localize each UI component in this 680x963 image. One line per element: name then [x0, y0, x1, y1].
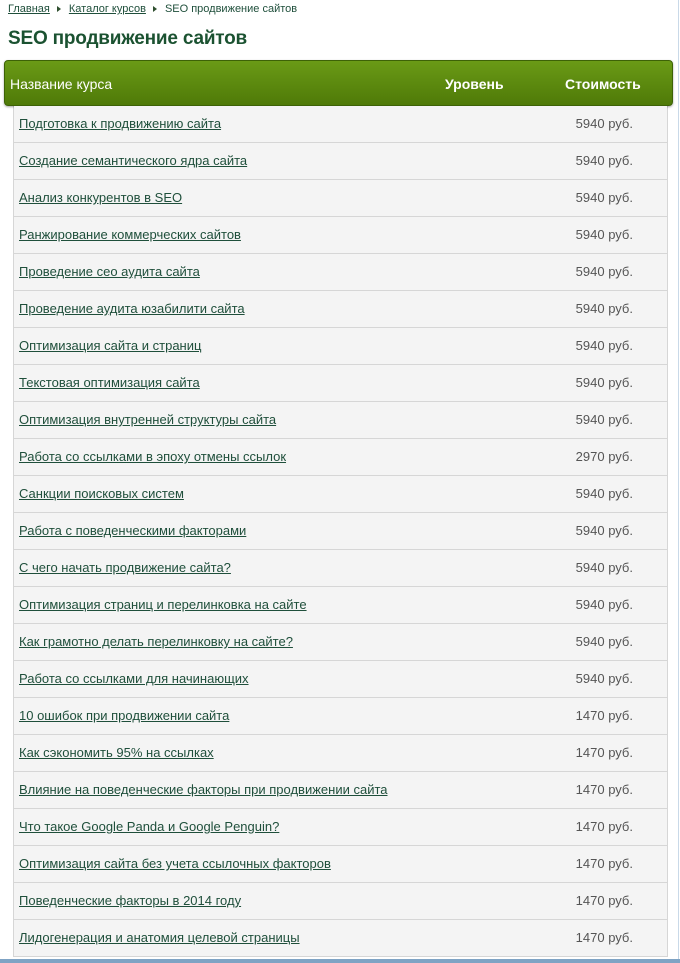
course-price: 1470 руб. — [575, 819, 633, 834]
course-link[interactable]: Проведение сео аудита сайта — [19, 264, 200, 279]
course-price: 5940 руб. — [575, 301, 633, 316]
table-row — [14, 550, 667, 587]
course-link[interactable]: Поведенческие факторы в 2014 году — [19, 893, 242, 908]
course-link[interactable]: Проведение аудита юзабилити сайта — [19, 301, 245, 316]
table-row — [14, 476, 667, 513]
table-row — [14, 217, 667, 254]
course-link[interactable]: Влияние на поведенческие факторы при продвижении сайта — [19, 782, 388, 797]
course-link[interactable]: Подготовка к продвижению сайта — [19, 116, 222, 131]
table-row — [14, 846, 667, 883]
course-price: 5940 руб. — [575, 560, 633, 575]
course-link[interactable]: Как сэкономить 95% на ссылках — [19, 745, 214, 760]
table-row — [14, 698, 667, 735]
table-row — [14, 106, 667, 143]
table-row — [14, 402, 667, 439]
course-link[interactable]: Работа с поведенческими факторами — [19, 523, 247, 538]
course-price: 1470 руб. — [575, 745, 633, 760]
breadcrumb-link-home[interactable]: Главная — [8, 3, 50, 15]
chevron-right-icon — [57, 6, 61, 12]
table-row — [14, 254, 667, 291]
column-header-price: Стоимость — [565, 76, 641, 92]
table-row — [14, 624, 667, 661]
course-price: 5940 руб. — [575, 634, 633, 649]
course-link[interactable]: 10 ошибок при продвижении сайта — [19, 708, 230, 723]
course-link[interactable]: Санкции поисковых систем — [19, 486, 184, 501]
breadcrumb — [8, 3, 297, 15]
course-price: 5940 руб. — [575, 338, 633, 353]
course-price: 5940 руб. — [575, 523, 633, 538]
table-row — [14, 513, 667, 550]
table-body — [13, 106, 668, 957]
course-link[interactable]: Оптимизация страниц и перелинковка на сайте — [19, 597, 307, 612]
table-row — [14, 809, 667, 846]
table-row — [14, 291, 667, 328]
course-link[interactable]: Анализ конкурентов в SEO — [19, 190, 183, 205]
course-price: 5940 руб. — [575, 116, 633, 131]
course-price: 1470 руб. — [575, 708, 633, 723]
table-row — [14, 883, 667, 920]
table-row — [14, 735, 667, 772]
column-header-name: Название курса — [10, 76, 113, 92]
course-link[interactable]: Что такое Google Panda и Google Penguin? — [19, 819, 280, 834]
course-price: 5940 руб. — [575, 375, 633, 390]
course-price: 1470 руб. — [575, 930, 633, 945]
course-price: 1470 руб. — [575, 856, 633, 871]
course-link[interactable]: Оптимизация сайта без учета ссылочных факторов — [19, 856, 331, 871]
course-table — [4, 60, 673, 957]
course-price: 5940 руб. — [575, 190, 633, 205]
bottom-border — [0, 959, 680, 963]
course-price: 5940 руб. — [575, 671, 633, 686]
course-price: 5940 руб. — [575, 227, 633, 242]
breadcrumb-current: SEO продвижение сайтов — [164, 3, 298, 15]
table-header — [4, 60, 673, 106]
course-price: 1470 руб. — [575, 893, 633, 908]
course-price: 5940 руб. — [575, 264, 633, 279]
table-row — [14, 587, 667, 624]
course-price: 5940 руб. — [575, 597, 633, 612]
table-row — [14, 439, 667, 476]
course-price: 5940 руб. — [575, 486, 633, 501]
course-link[interactable]: Создание семантического ядра сайта — [19, 153, 248, 168]
course-price: 1470 руб. — [575, 782, 633, 797]
table-row — [14, 772, 667, 809]
table-row — [14, 180, 667, 217]
course-link[interactable]: Работа со ссылками для начинающих — [19, 671, 249, 686]
course-link[interactable]: Как грамотно делать перелинковку на сайте? — [19, 634, 293, 649]
table-row — [14, 328, 667, 365]
table-row — [14, 365, 667, 402]
page-title: SEO продвижение сайтов — [8, 28, 248, 49]
course-link[interactable]: Работа со ссылками в эпоху отмены ссылок — [19, 449, 287, 464]
course-link[interactable]: С чего начать продвижение сайта? — [19, 560, 231, 575]
table-row — [14, 661, 667, 698]
course-link[interactable]: Ранжирование коммерческих сайтов — [19, 227, 241, 242]
column-header-level: Уровень — [445, 76, 504, 92]
breadcrumb-link-catalog[interactable]: Каталог курсов — [68, 3, 146, 15]
course-link[interactable]: Оптимизация внутренней структуры сайта — [19, 412, 277, 427]
course-price: 2970 руб. — [575, 449, 633, 464]
course-price: 5940 руб. — [575, 412, 633, 427]
table-row — [14, 143, 667, 180]
course-link[interactable]: Лидогенерация и анатомия целевой страницы — [19, 930, 300, 945]
table-row — [14, 920, 667, 957]
course-price: 5940 руб. — [575, 153, 633, 168]
chevron-right-icon — [153, 6, 157, 12]
course-link[interactable]: Текстовая оптимизация сайта — [19, 375, 200, 390]
course-link[interactable]: Оптимизация сайта и страниц — [19, 338, 202, 353]
